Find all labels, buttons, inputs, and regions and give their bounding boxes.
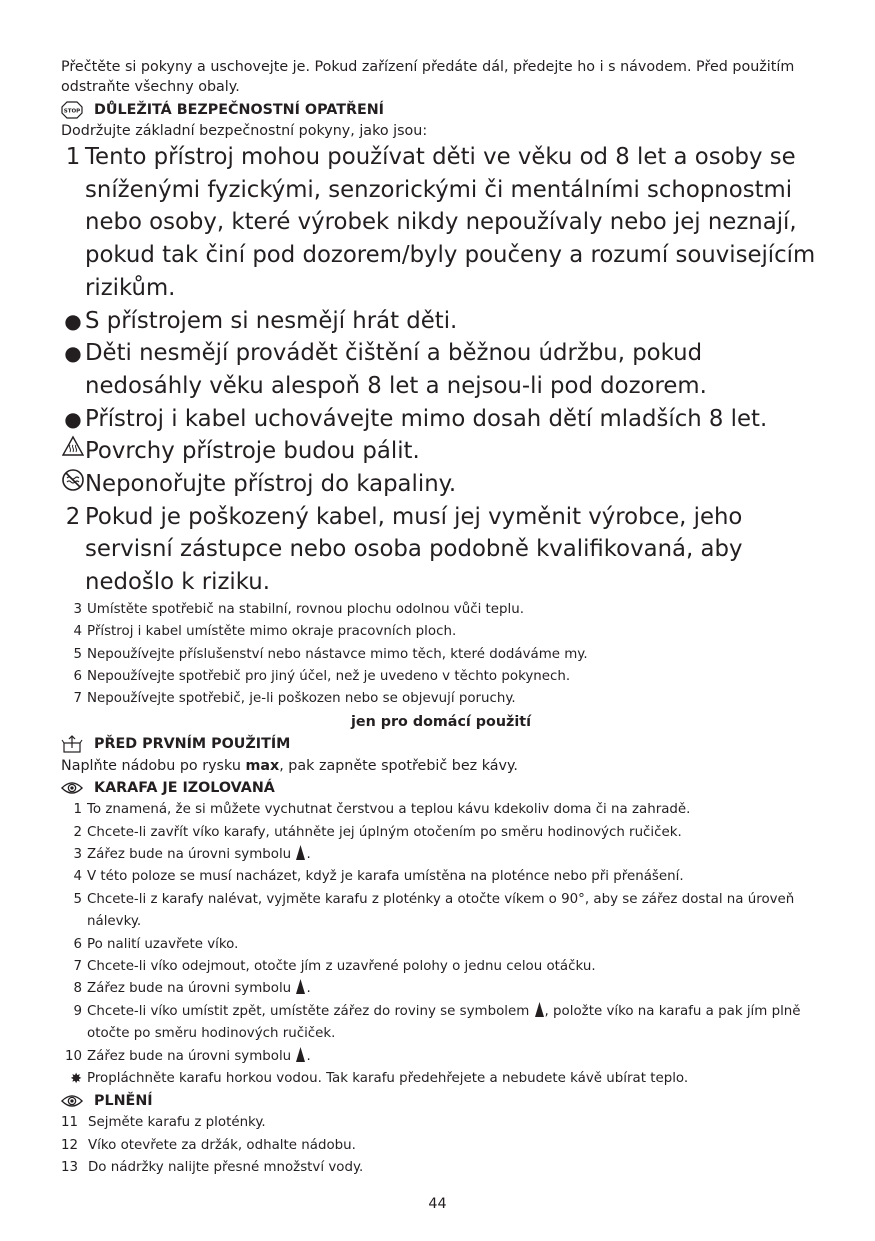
item-text: Pokud je poškozený kabel, musí jej vyměnit výrobce, jeho servisní zástupce nebo osoba podobně kvalifikovaná, aby nedošlo k riziku. bbox=[85, 503, 743, 596]
safety-title: DŮLEŽITÁ BEZPEČNOSTNÍ OPATŘENÍ bbox=[94, 102, 385, 118]
list-item bbox=[61, 305, 821, 338]
list-item bbox=[61, 337, 821, 402]
list-item: 2 Chcete-li zavřít víko karafy, utáhněte jej úplným otočením po směru hodinových ručiček. bbox=[73, 824, 682, 840]
notch-symbol-icon bbox=[535, 1002, 544, 1017]
list-item bbox=[61, 501, 821, 599]
item-text: Přístroj i kabel uchovávejte mimo dosah dětí mladších 8 let. bbox=[85, 405, 768, 432]
notch-symbol-icon bbox=[296, 1047, 305, 1062]
item-text: Přístroj i kabel umístěte mimo okraje pracovních ploch. bbox=[87, 624, 457, 640]
item-text: Neponořujte přístroj do kapaliny. bbox=[85, 471, 457, 498]
item-number: 2 bbox=[65, 503, 81, 530]
tip-item: ✸ Propláchněte karafu horkou vodou. Tak karafu předehřejete a nebudete kávě ubírat teplo. bbox=[61, 1068, 821, 1090]
page-content bbox=[61, 57, 821, 1180]
sparkle-icon: ✸ bbox=[70, 1071, 82, 1088]
list-item: 6 Po nalití uzavřete víko. bbox=[73, 936, 239, 952]
stop-icon bbox=[61, 101, 83, 119]
item-number: 1 bbox=[65, 144, 81, 170]
carafe-list bbox=[61, 799, 821, 1090]
list-item: 11 Sejměte karafu z ploténky. bbox=[61, 1115, 266, 1131]
eye-icon bbox=[61, 1092, 83, 1110]
first-use-heading bbox=[61, 733, 821, 755]
item-number: 7 bbox=[73, 691, 82, 707]
safety-major-list bbox=[61, 141, 821, 599]
notch-symbol-icon bbox=[296, 979, 305, 994]
eye-icon bbox=[61, 779, 83, 797]
first-use-text: Naplňte nádobu po rysku max, pak zapněte spotřebič bez kávy. bbox=[61, 757, 518, 774]
list-item bbox=[61, 688, 821, 710]
filling-title: PLNĚNÍ bbox=[94, 1093, 153, 1110]
item-text: Nepoužívejte příslušenství nebo nástavce mimo těch, které dodáváme my. bbox=[87, 646, 588, 662]
list-item: 4 V této poloze se musí nacházet, když je karafa umístěna na ploténce nebo při přenášení. bbox=[73, 869, 684, 885]
item-text: Nepoužívejte spotřebič, je-li poškozen nebo se objevují poruchy. bbox=[87, 691, 516, 707]
intro-text: Přečtěte si pokyny a uschovejte je. Pokud zařízení předáte dál, předejte ho i s návodem. Před použitím odstraňte všechny obaly. bbox=[61, 59, 795, 95]
bullet-icon: ● bbox=[64, 406, 82, 431]
list-item: 10 Zářez bude na úrovni symbolu . bbox=[64, 1048, 311, 1064]
list-item: 13 Do nádržky nalijte přesné množství vody. bbox=[61, 1160, 364, 1176]
stop-icon-label: STOP bbox=[63, 108, 81, 115]
list-item: 5 Chcete-li z karafy nalévat, vyjměte karafu z ploténky a otočte víkem o 90°, aby se zářez dostal na úroveň nálevky. bbox=[73, 891, 795, 930]
item-number: 3 bbox=[73, 601, 82, 617]
list-item bbox=[61, 621, 821, 643]
filling-heading bbox=[61, 1090, 821, 1112]
list-item: 9 Chcete-li víko umístit zpět, umístěte zářez do roviny se symbolem , položte víko na karafu a pak jím plně otočte po směru hodinových ručiček. bbox=[73, 1003, 801, 1042]
list-item: 12 Víko otevřete za držák, odhalte nádobu. bbox=[61, 1137, 356, 1153]
list-item bbox=[61, 435, 821, 468]
safety-heading bbox=[61, 99, 821, 121]
list-item bbox=[61, 141, 821, 305]
filling-list bbox=[61, 1112, 821, 1179]
first-use-title: PŘED PRVNÍM POUŽITÍM bbox=[94, 735, 291, 752]
item-number: 5 bbox=[73, 646, 82, 662]
item-number: 6 bbox=[73, 669, 82, 685]
bullet-icon: ● bbox=[64, 341, 82, 366]
carafe-title: KARAFA JE IZOLOVANÁ bbox=[94, 780, 275, 797]
list-item bbox=[61, 403, 821, 436]
safety-minor-list bbox=[61, 599, 821, 711]
item-number: 4 bbox=[73, 624, 82, 640]
no-immersion-icon bbox=[61, 468, 85, 492]
safety-subtitle: Dodržujte základní bezpečnostní pokyny, jako jsou: bbox=[61, 123, 428, 139]
list-item bbox=[61, 599, 821, 621]
list-item bbox=[61, 468, 821, 501]
item-text: S přístrojem si nesmějí hrát děti. bbox=[85, 307, 458, 334]
notch-symbol-icon bbox=[296, 845, 305, 860]
list-item bbox=[61, 644, 821, 666]
item-text: Nepoužívejte spotřebič pro jiný účel, než je uvedeno v těchto pokynech. bbox=[87, 669, 571, 685]
list-item: 1 To znamená, že si můžete vychutnat čerstvou a teplou kávu kdekoliv doma či na zahradě. bbox=[73, 802, 691, 818]
list-item bbox=[61, 666, 821, 688]
list-item: 3 Zářez bude na úrovni symbolu . bbox=[73, 846, 311, 862]
bullet-icon: ● bbox=[64, 308, 82, 333]
first-use-icon bbox=[61, 735, 83, 753]
item-text: Povrchy přístroje budou pálit. bbox=[85, 438, 420, 465]
carafe-heading bbox=[61, 777, 821, 799]
page-number: 44 bbox=[428, 1196, 447, 1212]
domestic-use-note: jen pro domácí použití bbox=[351, 713, 531, 730]
hot-surface-icon bbox=[61, 435, 85, 457]
list-item: 8 Zářez bude na úrovni symbolu . bbox=[73, 981, 311, 997]
item-text: Tento přístroj mohou používat děti ve věku od 8 let a osoby se sníženými fyzickými, senzorickými či mentálními schopnostmi nebo osoby, které výrobek nikdy nepoužívaly nebo jej neznají, pokud tak činí pod dozorem/byly poučeny a rozumí souvisejícím rizikům. bbox=[85, 144, 816, 301]
list-item: 7 Chcete-li víko odejmout, otočte jím z uzavřené polohy o jednu celou otáčku. bbox=[73, 959, 596, 975]
item-text: Děti nesmějí provádět čištění a běžnou údržbu, pokud nedosáhly věku alespoň 8 let a nejsou-li pod dozorem. bbox=[85, 340, 707, 399]
item-text: Umístěte spotřebič na stabilní, rovnou plochu odolnou vůči teplu. bbox=[87, 601, 525, 617]
